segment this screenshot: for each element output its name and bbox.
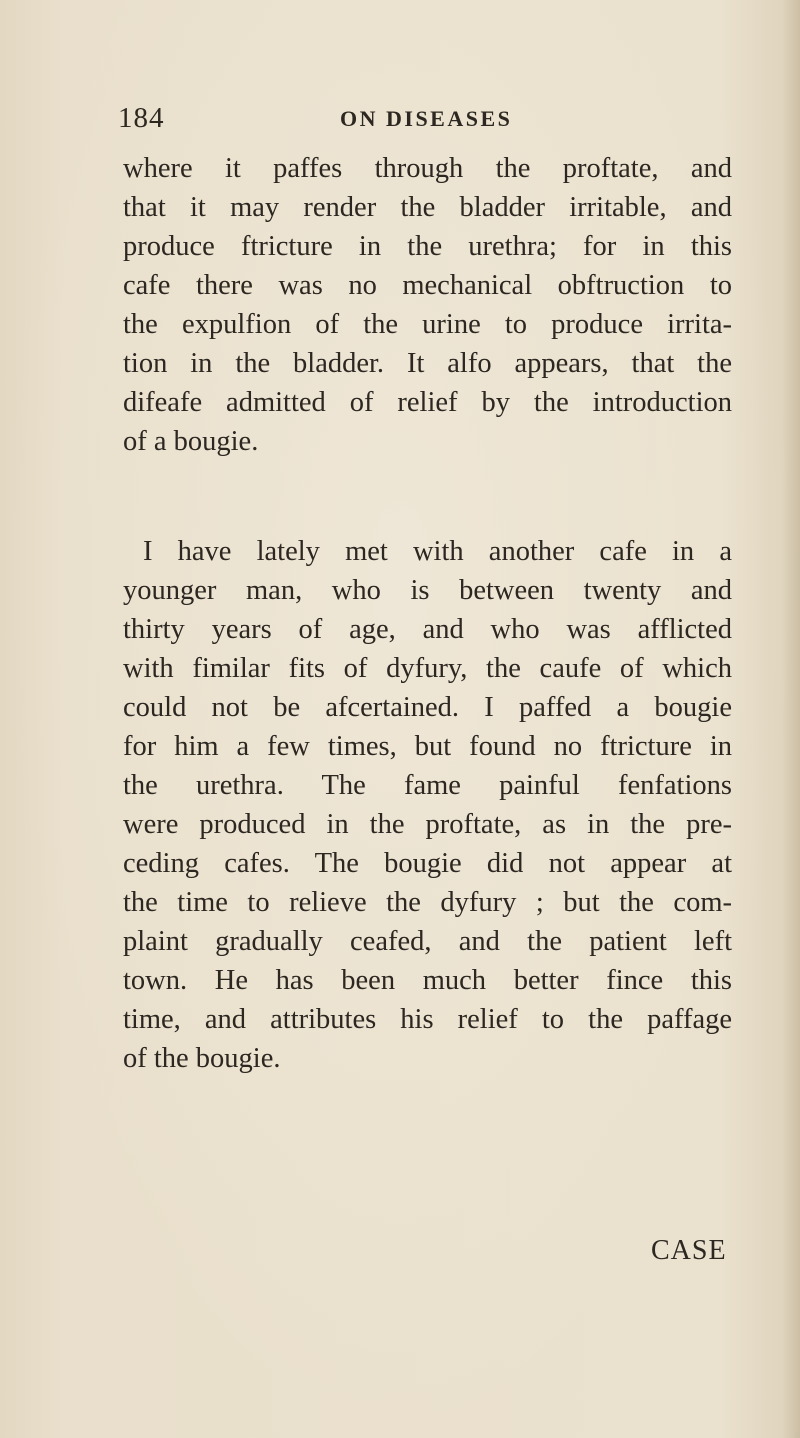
text-line: could not be afcertained. I paffed a bougie <box>123 692 732 723</box>
text-line: thirty years of age, and who was afflicted <box>123 614 732 645</box>
catchword: CASE <box>651 1235 727 1266</box>
text-line: produce ftricture in the urethra; for in this <box>123 231 732 262</box>
text-line: where it paffes through the proftate, and <box>123 153 732 184</box>
text-line: younger man, who is between twenty and <box>123 575 732 606</box>
text-line: difeafe admitted of relief by the introduction <box>123 387 732 418</box>
page-number: 184 <box>118 102 165 134</box>
text-line: the urethra. The fame painful fenfations <box>123 770 732 801</box>
text-line: for him a few times, but found no ftricture in <box>123 731 732 762</box>
text-line: the expulfion of the urine to produce irrita- <box>123 309 732 340</box>
text-line: that it may render the bladder irritable, and <box>123 192 732 223</box>
paragraph-1 <box>123 149 732 461</box>
paragraph-2 <box>123 532 732 1078</box>
text-line: time, and attributes his relief to the paffage <box>123 1004 732 1035</box>
text-line: cafe there was no mechanical obftruction to <box>123 270 732 301</box>
text-line: tion in the bladder. It alfo appears, that the <box>123 348 732 379</box>
page-edge-shadow <box>782 0 800 1438</box>
running-head-title: ON DISEASES <box>340 106 513 131</box>
text-line: with fimilar fits of dyfury, the caufe of which <box>123 653 732 684</box>
text-line: of a bougie. <box>123 426 259 457</box>
running-head <box>118 102 718 136</box>
text-line: ceding cafes. The bougie did not appear at <box>123 848 732 879</box>
text-line: town. He has been much better fince this <box>123 965 732 996</box>
text-line: were produced in the proftate, as in the pre- <box>123 809 732 840</box>
text-line: the time to relieve the dyfury ; but the com- <box>123 887 732 918</box>
text-line: I have lately met with another cafe in a <box>143 536 732 567</box>
text-line: of the bougie. <box>123 1043 281 1074</box>
text-line: plaint gradually ceafed, and the patient left <box>123 926 732 957</box>
